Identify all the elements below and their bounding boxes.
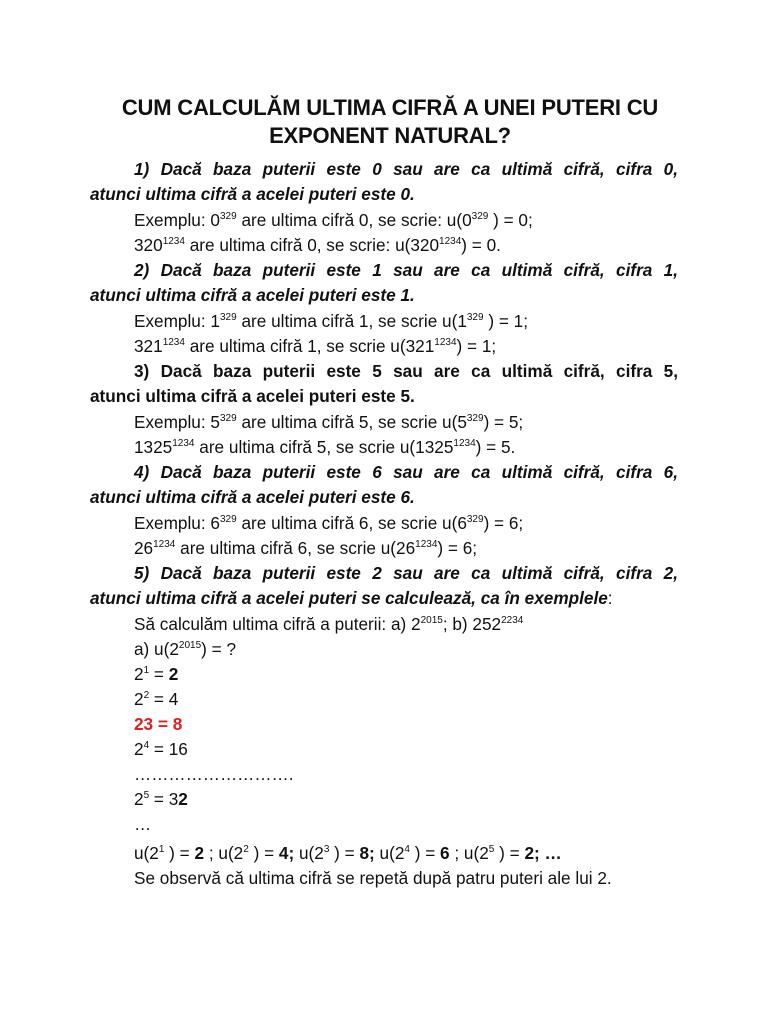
- power-2-3-highlight: 23 = 8: [134, 714, 183, 734]
- rule-2: [90, 258, 678, 308]
- exponent: 2234: [501, 615, 524, 626]
- text: ; u(2: [204, 843, 244, 863]
- rule-1: [90, 157, 678, 207]
- exponent: 1234: [153, 539, 176, 550]
- rule-5-line-2: [90, 586, 678, 611]
- value: 2; …: [524, 843, 562, 863]
- example-2-b: [134, 334, 496, 358]
- exponent: 2: [143, 690, 150, 701]
- base: 2: [134, 664, 144, 684]
- exponent: 329: [219, 413, 237, 424]
- value: 2: [168, 664, 179, 684]
- base: 2: [134, 739, 144, 759]
- exponent: 329: [466, 312, 484, 323]
- exponent: 1: [143, 665, 150, 676]
- text: ) = 6;: [483, 513, 524, 533]
- exponent: 5: [143, 790, 150, 801]
- text: are ultima cifră 5, se scrie u(5: [236, 412, 467, 432]
- exponent: 5: [488, 844, 495, 855]
- text: u(2: [134, 843, 159, 863]
- exponent: 3: [323, 844, 330, 855]
- rule-5: [90, 561, 678, 611]
- exponent: 1234: [453, 438, 476, 449]
- text: ; u(2: [449, 843, 489, 863]
- value: 4;: [278, 843, 295, 863]
- text: are ultima cifră 1, se scrie u(321: [184, 336, 435, 356]
- exponent: 2: [243, 844, 249, 855]
- observation: Se observă că ultima cifră se repetă după patru puteri ale lui 2.: [134, 868, 612, 888]
- value: 2: [178, 789, 188, 809]
- text: 320: [134, 235, 163, 255]
- base: 2: [134, 689, 144, 709]
- text: ; b) 252: [442, 614, 502, 634]
- exponent: 4: [404, 844, 410, 855]
- exponent: 1234: [415, 539, 438, 550]
- exponent: 1234: [162, 337, 185, 348]
- text: are ultima cifră 1, se scrie u(1: [236, 311, 467, 331]
- example-4-a: [134, 511, 523, 535]
- text: = 16: [149, 739, 188, 759]
- title-line-2: EXPONENT NATURAL?: [269, 123, 511, 148]
- rule-2-line-1: 2) Dacă baza puterii este 1 sau are ca ultimă cifră, cifra 1,: [134, 260, 678, 280]
- exponent: 2015: [178, 640, 202, 651]
- text: ) = 0;: [488, 210, 533, 230]
- text: are ultima cifră 6, se scrie u(6: [236, 513, 467, 533]
- exponent: 1234: [434, 337, 457, 348]
- text: ) =: [164, 843, 195, 863]
- text: = 4: [149, 689, 179, 709]
- exponent: 329: [466, 514, 484, 525]
- rule-5-line-1: 5) Dacă baza puterii este 2 sau are ca ultimă cifră, cifra 2,: [134, 563, 678, 583]
- power-2-5: [134, 787, 188, 811]
- ellipsis-line: …: [134, 814, 152, 834]
- example-3-a: [134, 410, 523, 434]
- value: 8;: [359, 843, 375, 863]
- text: =: [149, 664, 169, 684]
- text: ) = 1;: [456, 336, 497, 356]
- title-line-1: CUM CALCULĂM ULTIMA CIFRĂ A UNEI PUTERI CU: [121, 95, 659, 120]
- text: are ultima cifră 0, se scrie: u(320: [184, 235, 440, 255]
- text: Exemplu: 1: [134, 311, 220, 331]
- text: ) = 1;: [483, 311, 528, 331]
- text: = 3: [149, 789, 179, 809]
- text: ) =: [329, 843, 360, 863]
- text: ) =: [248, 843, 279, 863]
- text: Exemplu: 5: [134, 412, 220, 432]
- exponent: 329: [466, 413, 484, 424]
- exponent: 329: [219, 312, 237, 323]
- text: are ultima cifră 6, se scrie u(26: [175, 538, 416, 558]
- text: Exemplu: 0: [134, 210, 220, 230]
- exponent: 329: [471, 211, 489, 222]
- exponent: 4: [143, 740, 150, 751]
- power-2-1: [134, 662, 178, 686]
- text: ) =: [409, 843, 441, 863]
- colon: :: [607, 588, 613, 608]
- text: are ultima cifră 0, se scrie: u(0: [236, 210, 472, 230]
- example-1-a: [134, 208, 533, 232]
- example-1-b: [134, 233, 501, 257]
- calc-question: [134, 637, 236, 661]
- rule-4-line-1: 4) Dacă baza puterii este 6 sau are ca ultimă cifră, cifra 6,: [134, 462, 678, 482]
- rule-3-line-1: 3) Dacă baza puterii este 5 sau are ca ultimă cifră, cifra 5,: [134, 361, 678, 381]
- text: ) = 5.: [475, 437, 516, 457]
- text: Exemplu: 6: [134, 513, 220, 533]
- text: ) = 6;: [437, 538, 478, 558]
- text: are ultima cifră 5, se scrie u(1325: [194, 437, 454, 457]
- exponent: 329: [219, 211, 237, 222]
- text: 26: [134, 538, 154, 558]
- rule-3-line-2: atunci ultima cifră a acelei puteri este 5.: [90, 386, 415, 406]
- value: 6: [440, 843, 450, 863]
- example-2-a: [134, 309, 528, 333]
- calc-intro: [134, 612, 523, 636]
- text: 321: [134, 336, 163, 356]
- power-2-4: [134, 737, 188, 761]
- text: u(2: [294, 843, 324, 863]
- text: ) = ?: [201, 639, 237, 659]
- rule-4-line-2: atunci ultima cifră a acelei puteri este 6.: [90, 487, 415, 507]
- dots-line: ……………………….: [134, 764, 294, 784]
- text: ) =: [494, 843, 525, 863]
- text: 1325: [134, 437, 173, 457]
- exponent: 329: [219, 514, 237, 525]
- value: 2: [194, 843, 205, 863]
- rule-1-line-1: 1) Dacă baza puterii este 0 sau are ca ultimă cifră, cifra 0,: [134, 159, 678, 179]
- text: atunci ultima cifră a acelei puteri se calculează, ca în exemplele: [90, 588, 608, 608]
- rule-4: [90, 460, 678, 510]
- exponent: 2015: [420, 615, 443, 626]
- text: Să calculăm ultima cifră a puterii: a) 2: [134, 614, 421, 634]
- page-title: [90, 94, 690, 150]
- base: 2: [134, 789, 144, 809]
- text: a) u(2: [134, 639, 179, 659]
- example-3-b: [134, 435, 515, 459]
- rule-3: [90, 359, 678, 409]
- exponent: 1234: [172, 438, 195, 449]
- rule-1-line-2: atunci ultima cifră a acelei puteri este 0.: [90, 184, 415, 204]
- exponent: 1: [158, 844, 165, 855]
- exponent: 1234: [439, 236, 462, 247]
- last-digits-sequence: [134, 841, 562, 865]
- text: ) = 5;: [483, 412, 524, 432]
- example-4-b: [134, 536, 477, 560]
- rule-2-line-2: atunci ultima cifră a acelei puteri este 1.: [90, 285, 415, 305]
- text: ) = 0.: [461, 235, 501, 255]
- text: u(2: [374, 843, 405, 863]
- exponent: 1234: [162, 236, 185, 247]
- power-2-2: [134, 687, 178, 711]
